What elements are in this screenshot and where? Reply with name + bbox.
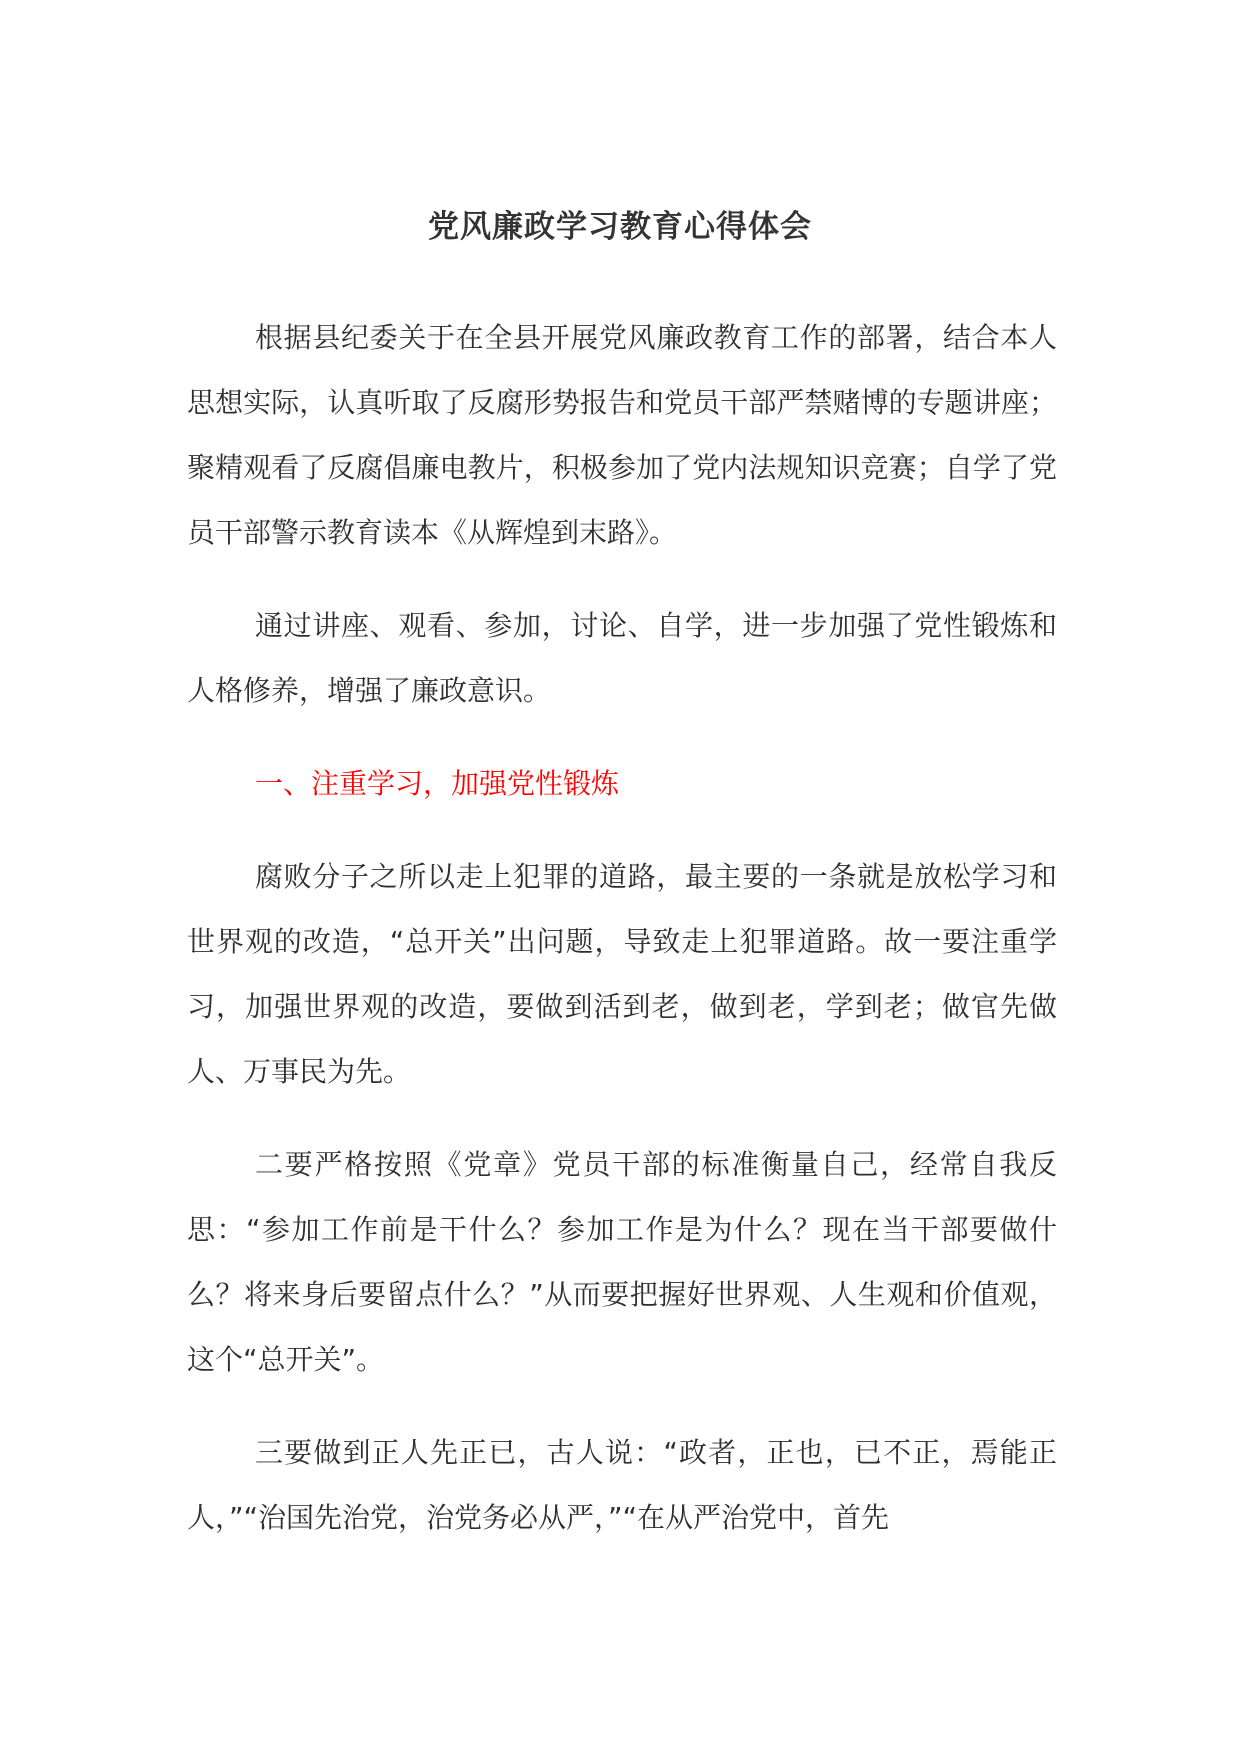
paragraph-summary: 通过讲座、观看、参加，讨论、自学，进一步加强了党性锻炼和人格修养，增强了廉政意识。 [187,609,1057,707]
paragraph-point-2: 二要严格按照《党章》党员干部的标准衡量自己，经常自我反思：“参加工作前是干什么？参加工作是为什么？现在当干部要做什么？将来身后要留点什么？”从而要把握好世界观、人生观和价值观，这个“总开关”。 [187,1148,1057,1376]
paragraph-intro: 根据县纪委关于在全县开展党风廉政教育工作的部署，结合本人思想实际，认真听取了反腐形势报告和党员干部严禁赌博的专题讲座；聚精观看了反腐倡廉电教片，积极参加了党内法规知识竞赛；自学了党员干部警示教育读本《从辉煌到末路》。 [187,321,1057,549]
paragraph-point-3: 三要做到正人先正已，古人说：“政者，正也，已不正，焉能正人，”“治国先治党，治党务必从严，”“在从严治党中，首先 [187,1436,1057,1534]
document-title: 党风廉政学习教育心得体会 [428,209,812,245]
section-heading-1: 一、注重学习，加强党性锻炼 [255,767,620,800]
document-body [187,305,1057,1578]
paragraph-point-1: 腐败分子之所以走上犯罪的道路，最主要的一条就是放松学习和世界观的改造，“总开关”出问题，导致走上犯罪道路。故一要注重学习，加强世界观的改造，要做到活到老，做到老，学到老；做官先做人、万事民为先。 [187,860,1057,1088]
